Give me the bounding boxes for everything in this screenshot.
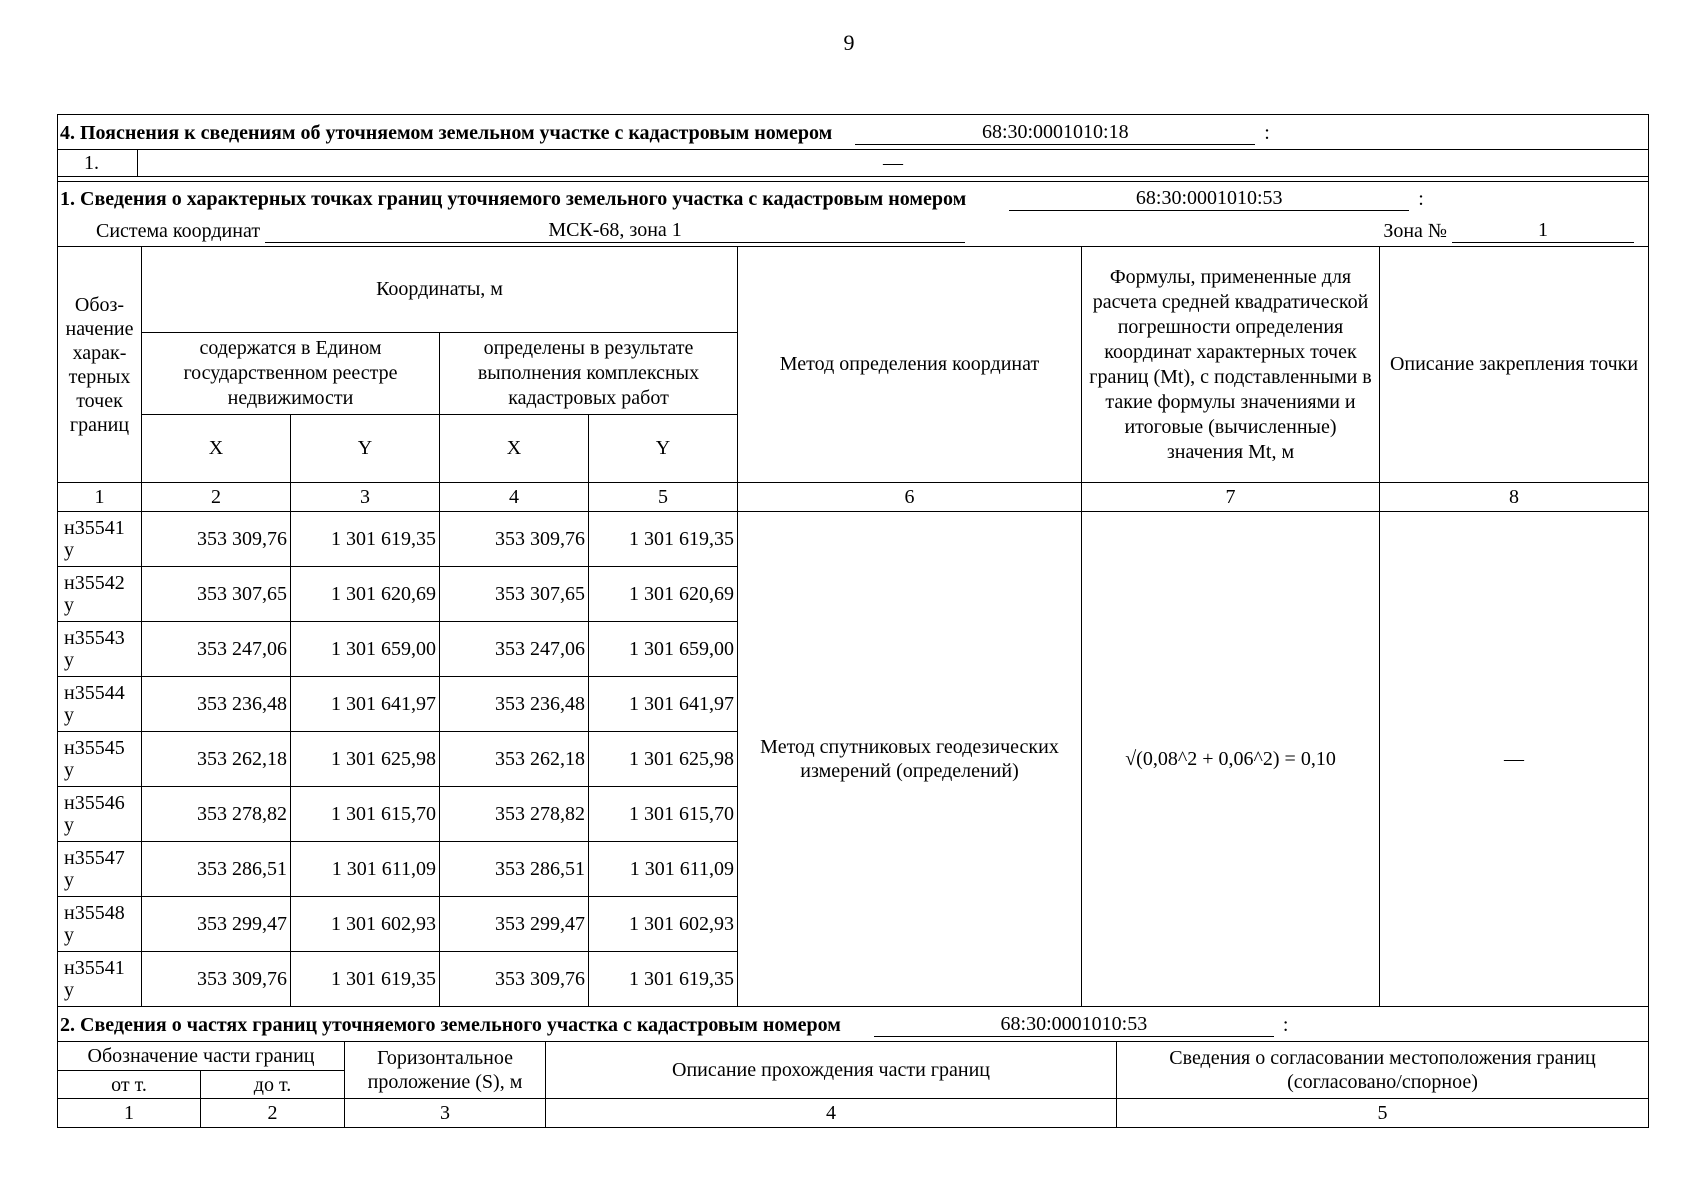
header-description: Описание закрепления точки [1380, 247, 1649, 483]
y-egrn: 1 301 659,00 [291, 622, 440, 677]
header-point-designation: Обоз- начение харак- терных точек границ [58, 247, 142, 483]
x-egrn: 353 309,76 [142, 952, 291, 1007]
x-complex: 353 286,51 [440, 842, 589, 897]
section1-cadastral-number: 68:30:0001010:53 [1009, 186, 1409, 211]
header-horizontal-distance: Горизонтальное проложение (S), м [345, 1042, 546, 1099]
column-number: 8 [1380, 483, 1649, 512]
zone-label: Зона № [1383, 219, 1447, 242]
coord-system-value: МСК-68, зона 1 [265, 218, 965, 243]
section1-title: 1. Сведения о характерных точках границ уточняемого земельного участка с кадастровым номером [60, 187, 967, 210]
point-label: н35547 у [58, 842, 142, 897]
point-label: н35542 у [58, 567, 142, 622]
x-complex: 353 309,76 [440, 952, 589, 1007]
column-number: 5 [589, 483, 738, 512]
header-egrn: содержатся в Едином государственном реестре недвижимости [142, 333, 440, 415]
y-complex: 1 301 602,93 [589, 897, 738, 952]
section4-colon: : [1264, 121, 1270, 144]
form-sheet [57, 114, 1649, 1128]
x-egrn: 353 309,76 [142, 512, 291, 567]
x-egrn: 353 286,51 [142, 842, 291, 897]
header-formulas: Формулы, примененные для расчета средней квадратической погрешности определения координат характерных точек границ (Mt), с подставленными в такие формулы значениями и итоговые (вычисленные) значения Mt, м [1082, 247, 1380, 483]
header-to-point: до т. [201, 1071, 345, 1099]
column-number: 1 [58, 1099, 201, 1128]
column-number: 4 [440, 483, 589, 512]
y-complex: 1 301 620,69 [589, 567, 738, 622]
y-egrn: 1 301 602,93 [291, 897, 440, 952]
method-value: Метод спутниковых геодезических измерений (определений) [738, 512, 1082, 1007]
column-number: 7 [1082, 483, 1380, 512]
column-number-row [58, 1099, 1649, 1128]
section4-title: 4. Пояснения к сведениям об уточняемом земельном участке с кадастровым номером [60, 121, 833, 144]
x-complex: 353 307,65 [440, 567, 589, 622]
header-method: Метод определения координат [738, 247, 1082, 483]
x-egrn: 353 299,47 [142, 897, 291, 952]
point-label: н35541 у [58, 512, 142, 567]
header-y-egrn: Y [291, 415, 440, 483]
header-coordinates: Координаты, м [142, 247, 738, 333]
point-label: н35544 у [58, 677, 142, 732]
x-complex: 353 262,18 [440, 732, 589, 787]
column-number: 1 [58, 483, 142, 512]
y-complex: 1 301 619,35 [589, 952, 738, 1007]
y-egrn: 1 301 620,69 [291, 567, 440, 622]
formula-value: √(0,08^2 + 0,06^2) = 0,10 [1082, 512, 1380, 1007]
section4-item-number: 1. [58, 150, 138, 177]
page-number: 9 [843, 30, 855, 55]
x-egrn: 353 307,65 [142, 567, 291, 622]
header-passage-description: Описание прохождения части границ [546, 1042, 1117, 1099]
section1-table [57, 181, 1649, 1007]
column-number: 3 [291, 483, 440, 512]
y-complex: 1 301 659,00 [589, 622, 738, 677]
y-complex: 1 301 625,98 [589, 732, 738, 787]
y-egrn: 1 301 625,98 [291, 732, 440, 787]
x-complex: 353 278,82 [440, 787, 589, 842]
header-part-designation: Обозначение части границ [58, 1042, 345, 1071]
header-agreement: Сведения о согласовании местоположения границ (согласовано/спорное) [1117, 1042, 1649, 1099]
section2-table [57, 1006, 1649, 1128]
x-egrn: 353 278,82 [142, 787, 291, 842]
section4-table [57, 114, 1649, 177]
x-egrn: 353 247,06 [142, 622, 291, 677]
column-number: 6 [738, 483, 1082, 512]
header-from-point: от т. [58, 1071, 201, 1099]
section1-title-cell [58, 182, 1649, 215]
description-value: — [1380, 512, 1649, 1007]
x-egrn: 353 236,48 [142, 677, 291, 732]
column-number: 2 [142, 483, 291, 512]
point-label: н35546 у [58, 787, 142, 842]
column-number: 3 [345, 1099, 546, 1128]
y-complex: 1 301 619,35 [589, 512, 738, 567]
point-label: н35543 у [58, 622, 142, 677]
section2-cadastral-number: 68:30:0001010:53 [874, 1012, 1274, 1037]
coord-system-label: Система координат [96, 219, 261, 242]
column-number: 5 [1117, 1099, 1649, 1128]
point-label: н35545 у [58, 732, 142, 787]
column-number: 4 [546, 1099, 1117, 1128]
header-complex-works: определены в результате выполнения комплексных кадастровых работ [440, 333, 738, 415]
point-label: н35541 у [58, 952, 142, 1007]
point-label: н35548 у [58, 897, 142, 952]
section2-title-cell [58, 1007, 1649, 1042]
section1-colon: : [1418, 187, 1424, 210]
y-egrn: 1 301 619,35 [291, 512, 440, 567]
y-egrn: 1 301 641,97 [291, 677, 440, 732]
y-egrn: 1 301 611,09 [291, 842, 440, 897]
section2-colon: : [1282, 1013, 1289, 1036]
y-egrn: 1 301 615,70 [291, 787, 440, 842]
column-number: 2 [201, 1099, 345, 1128]
section4-item-text: — [138, 150, 1649, 177]
column-number-row [58, 483, 1649, 512]
y-complex: 1 301 615,70 [589, 787, 738, 842]
y-egrn: 1 301 619,35 [291, 952, 440, 1007]
header-x-egrn: X [142, 415, 291, 483]
section2-title: 2. Сведения о частях границ уточняемого земельного участка с кадастровым номером [60, 1013, 841, 1036]
header-x-complex: X [440, 415, 589, 483]
zone-value: 1 [1452, 218, 1634, 243]
x-complex: 353 309,76 [440, 512, 589, 567]
section4-cadastral-number: 68:30:0001010:18 [855, 120, 1255, 145]
header-y-complex: Y [589, 415, 738, 483]
table-row [58, 512, 1649, 567]
x-complex: 353 247,06 [440, 622, 589, 677]
coord-system-cell [58, 214, 1649, 247]
x-egrn: 353 262,18 [142, 732, 291, 787]
section4-title-cell [58, 115, 1649, 150]
x-complex: 353 236,48 [440, 677, 589, 732]
y-complex: 1 301 611,09 [589, 842, 738, 897]
y-complex: 1 301 641,97 [589, 677, 738, 732]
x-complex: 353 299,47 [440, 897, 589, 952]
